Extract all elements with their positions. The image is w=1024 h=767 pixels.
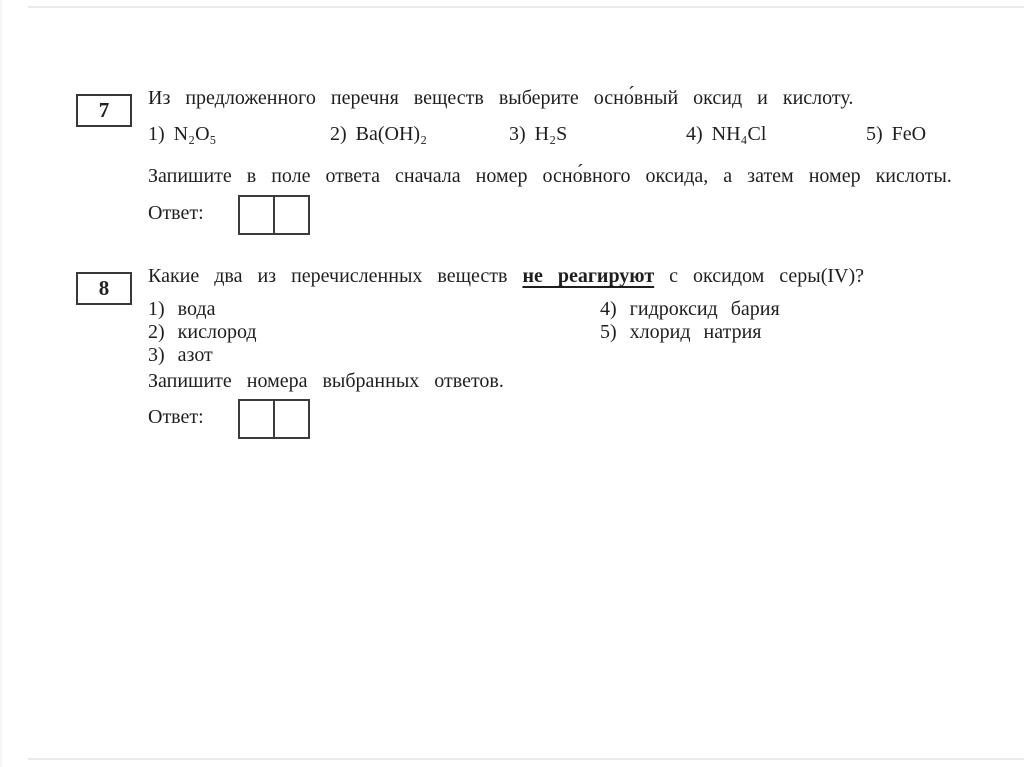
question-8-answer-box [238,399,310,439]
question-7-option-4: 4) NH₄Cl [686,123,767,145]
question-8-options-left-column [148,298,257,367]
question-7-option-3: 3) H₂S [509,123,568,145]
question-8-option-1: 1) вода [148,298,216,320]
question-7-option-1: 1) N₂O₅ [148,123,217,145]
question-7-number: 7 [98,98,110,122]
question-8-answer-cell-1[interactable] [240,401,275,437]
question-8-option-3: 3) азот [148,344,213,366]
page-top-edge-line [28,6,1024,8]
question-7-answer-cell-1[interactable] [240,197,275,233]
question-7-option-2: 2) Ba(OH)₂ [330,123,428,145]
question-7-options-row [148,123,1008,157]
question-7-answer-cell-2[interactable] [275,197,308,233]
page-bottom-edge-line [28,758,1024,760]
question-8-number-box [76,272,132,305]
question-8-option-4: 4) гидроксид бария [600,298,780,320]
question-8-options-right-column [600,298,780,344]
question-8-statement-emphasis: не реагируют [522,265,655,287]
question-7-answer-label: Ответ: [148,202,204,224]
question-7-number-box [76,94,132,127]
question-7-instruction: Запишите в поле ответа сначала номер осно́вного оксида, а затем номер кислоты. [148,165,952,187]
question-8-answer-label: Ответ: [148,406,204,428]
question-7-answer-box [238,195,310,235]
question-8-instruction: Запишите номера выбранных ответов. [148,370,504,392]
question-7-statement: Из предложенного перечня веществ выберите осно́вный оксид и кислоту. [148,87,854,109]
question-8-option-5: 5) хлорид натрия [600,321,762,343]
question-8-option-2: 2) кислород [148,321,257,343]
question-8-number: 8 [98,276,110,300]
question-8-statement [148,264,1004,288]
question-8-answer-cell-2[interactable] [275,401,308,437]
question-7-option-5: 5) FeO [866,123,927,145]
question-8-statement-suffix: с оксидом серы(IV)? [654,265,865,287]
question-8-statement-prefix: Какие два из перечисленных веществ [148,265,523,287]
page-left-edge-line [0,0,2,767]
